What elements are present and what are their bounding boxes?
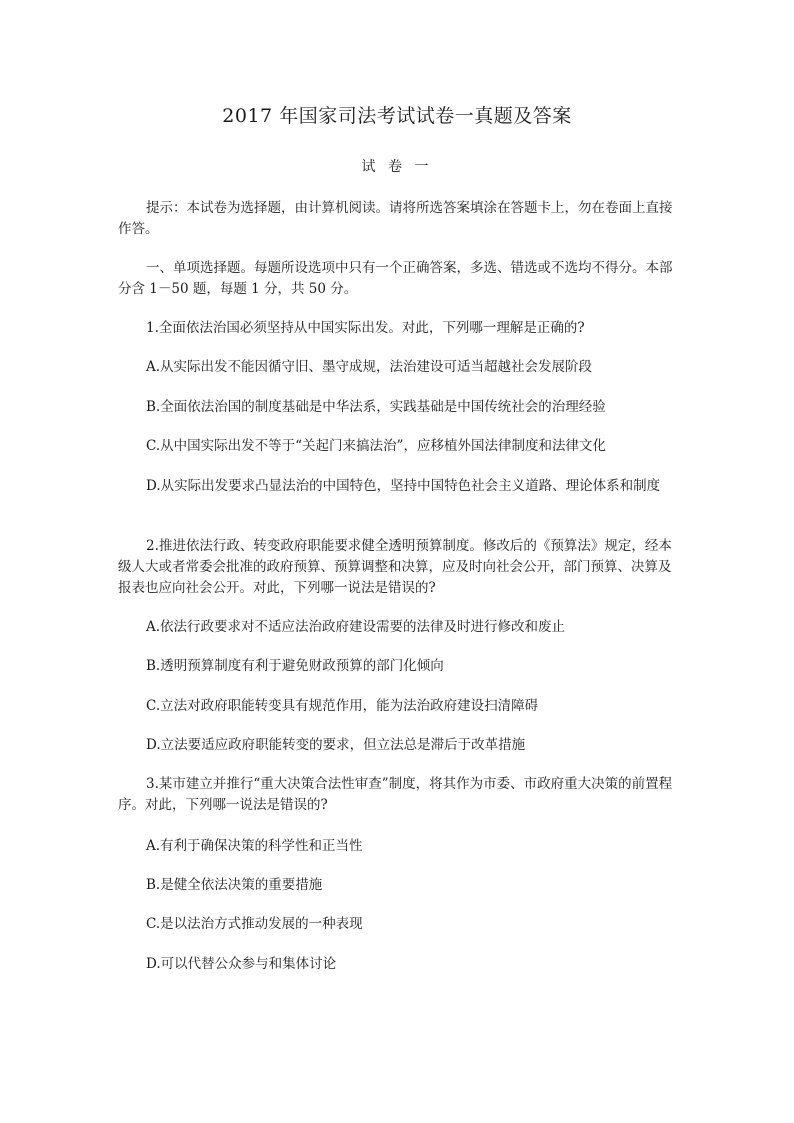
question-stem: 2.推进依法行政、转变政府职能要求健全透明预算制度。修改后的《预算法》规定，经本级人大或者常委会批准的政府预算、预算调整和决算，应及时向社会公开，部门预算、决算及报表也应向社会公开。对此，下列哪一说法是错误的? xyxy=(118,538,672,596)
question-option: B.全面依法治国的制度基础是中华法系，实践基础是中国传统社会的治理经验 xyxy=(146,399,606,415)
question-option: C.是以法治方式推动发展的一种表现 xyxy=(146,916,363,932)
page-title: 2017 年国家司法考试试卷一真题及答案 xyxy=(222,105,572,127)
question-option: A.依法行政要求对不适应法治政府建设需要的法律及时进行修改和废止 xyxy=(146,619,566,635)
notice-text: 提示：本试卷为选择题，由计算机阅读。请将所选答案填涂在答题卡上，勿在卷面上直接作答。 xyxy=(118,200,673,237)
question-option: D.立法要适应政府职能转变的要求，但立法总是滞后于改革措施 xyxy=(146,737,526,753)
page-subtitle: 试 卷 一 xyxy=(361,159,433,175)
question-option: D.从实际出发要求凸显法治的中国特色，坚持中国特色社会主义道路、理论体系和制度 xyxy=(146,478,661,494)
question-option: C.从中国实际出发不等于“关起门来搞法治”，应移植外国法律制度和法律文化 xyxy=(146,438,606,454)
question-option: A.从实际出发不能因循守旧、墨守成规，法治建设可适当超越社会发展阶段 xyxy=(146,359,593,375)
question-option: D.可以代替公众参与和集体讨论 xyxy=(146,956,337,972)
question-stem: 3.某市建立并推行“重大决策合法性审查”制度，将其作为市委、市政府重大决策的前置程序。对此，下列哪一说法是错误的? xyxy=(118,776,673,813)
section-heading: 一、单项选择题。每题所设选项中只有一个正确答案，多选、错选或不选均不得分。本部分含 1－50 题，每题 1 分，共 50 分。 xyxy=(118,260,673,297)
question-option: B.是健全依法决策的重要措施 xyxy=(146,877,323,893)
question-option: A.有利于确保决策的科学性和正当性 xyxy=(146,838,363,854)
question-stem: 1.全面依法治国必须坚持从中国实际出发。对此，下列哪一理解是正确的? xyxy=(146,320,585,336)
question-option: B.透明预算制度有利于避免财政预算的部门化倾向 xyxy=(146,658,444,674)
question-option: C.立法对政府职能转变具有规范作用，能为法治政府建设扫清障碍 xyxy=(146,698,539,714)
